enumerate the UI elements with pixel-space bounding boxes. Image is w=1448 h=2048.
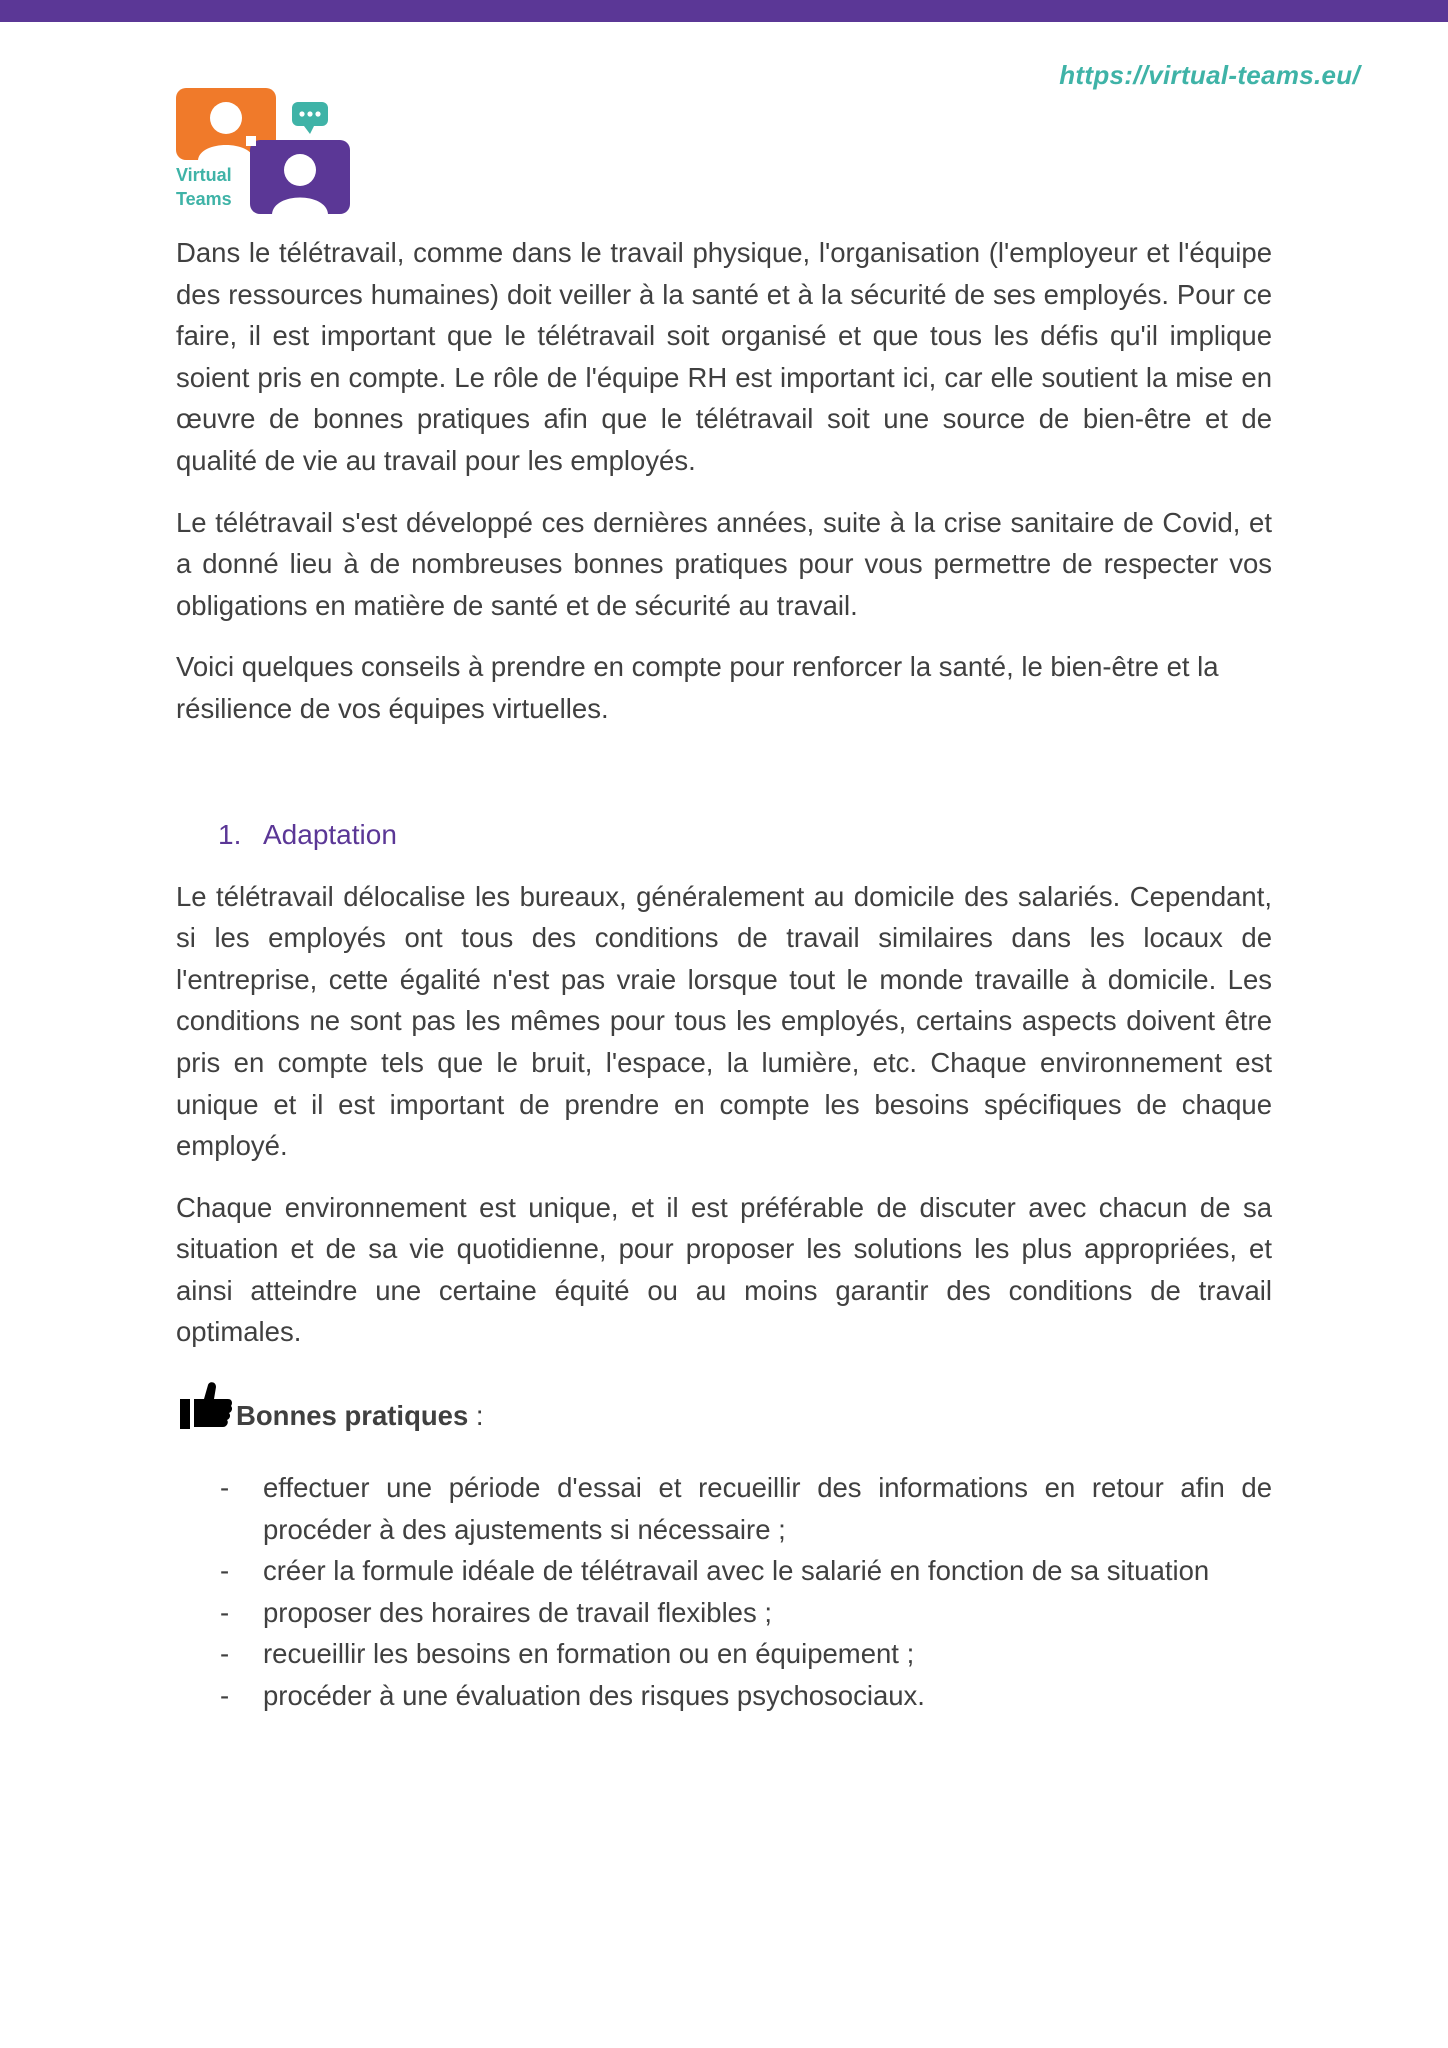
list-bullet: - (220, 1596, 230, 1628)
list-bullet: - (220, 1638, 230, 1670)
good-practices-colon: : (468, 1400, 484, 1432)
logo-text-teams: Teams (176, 189, 232, 209)
list-item-text: effectuer une période d'essai et recueillir des informations en retour afin de procéder à des ajustements si nécessaire ; (263, 1472, 1272, 1545)
list-bullet: - (220, 1472, 230, 1504)
intro-paragraph-1: Dans le télétravail, comme dans le travail physique, l'organisation (l'employeur et l'équipe des ressources humaines) doit veiller à la santé et à la sécurité de ses employés. Pour ce faire, il est important que le télétravail soit organisé et que tous les défis qu'il implique soient pris en compte. Le rôle de l'équipe RH est important ici, car elle soutient la mise en œuvre de bonnes pratiques afin que le télétravail soit une source de bien-être et de qualité de vie au travail pour les employés. (176, 237, 1272, 476)
website-url[interactable]: https://virtual-teams.eu/ (1059, 60, 1360, 90)
list-item-text: procéder à une évaluation des risques psychosociaux. (263, 1680, 925, 1712)
section-paragraph-2: Chaque environnement est unique, et il est préférable de discuter avec chacun de sa situation et de sa vie quotidienne, pour proposer les solutions les plus appropriées, et ainsi atteindre une certaine équité ou au moins garantir des conditions de travail optimales. (176, 1191, 1272, 1348)
intro-paragraph-2: Le télétravail s'est développé ces dernières années, suite à la crise sanitaire de Covid, et a donné lieu à de nombreuses bonnes pratiques pour vous permettre de respecter vos obligations en matière de santé et de sécurité au travail. (176, 506, 1272, 621)
document-body (176, 232, 1272, 1717)
good-practices-label: Bonnes pratiques (236, 1400, 469, 1432)
list-item-text: proposer des horaires de travail flexibles ; (263, 1596, 773, 1628)
list-item-text: créer la formule idéale de télétravail avec le salarié en fonction de sa situation (263, 1555, 1210, 1587)
list-item (176, 1550, 1272, 1592)
logo-text-virtual: Virtual (176, 165, 232, 185)
virtual-teams-logo (176, 88, 352, 214)
list-item (176, 1675, 1272, 1717)
section-number: 1. (218, 818, 242, 850)
list-item (176, 1467, 1272, 1550)
section-heading (176, 814, 1272, 856)
section-paragraph-1: Le télétravail délocalise les bureaux, généralement au domicile des salariés. Cependant, si les employés ont tous des conditions de travail similaires dans les locaux de l'entreprise, cette égalité n'est pas vraie lorsque tout le monde travaille à domicile. Les conditions ne sont pas les mêmes pour tous les employés, certains aspects doivent être pris en compte tels que le bruit, l'espace, la lumière, etc. Chaque environnement est unique et il est important de prendre en compte les besoins spécifiques de chaque employé. (176, 880, 1272, 1162)
list-item (176, 1592, 1272, 1634)
list-item (176, 1633, 1272, 1675)
thumbs-up-icon (178, 1381, 232, 1431)
good-practices-heading (176, 1381, 1272, 1439)
good-practices-list (176, 1467, 1272, 1717)
list-item-text: recueillir les besoins en formation ou en équipement ; (263, 1638, 915, 1670)
list-bullet: - (220, 1680, 230, 1712)
top-banner (0, 0, 1448, 22)
intro-paragraph-3: Voici quelques conseils à prendre en compte pour renforcer la santé, le bien-être et la résilience de vos équipes virtuelles. (176, 651, 1219, 724)
list-bullet: - (220, 1555, 230, 1587)
section-title: Adaptation (263, 818, 397, 850)
